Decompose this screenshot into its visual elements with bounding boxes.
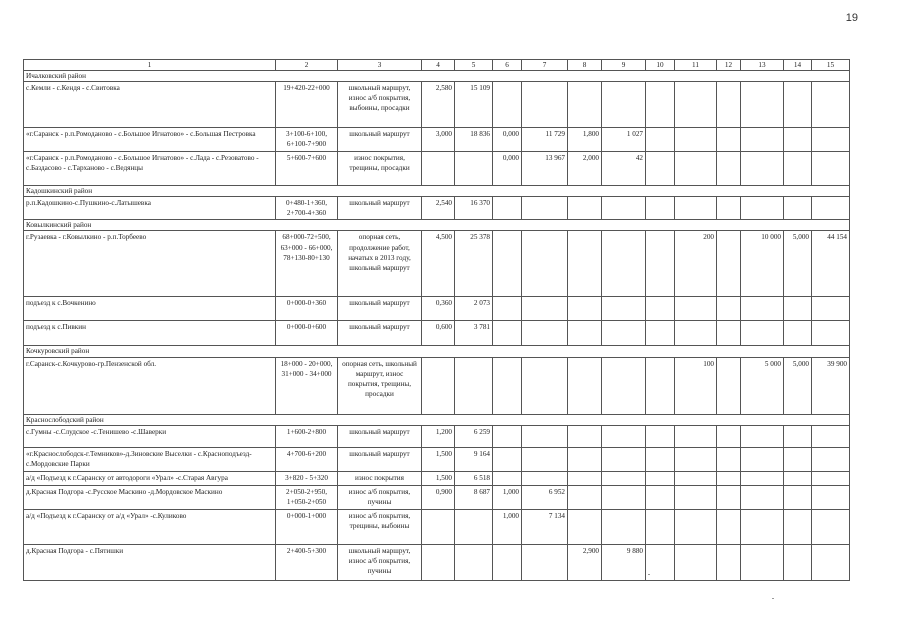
- reason-cell: износ а/б покрытия, трещины, выбоины: [338, 509, 422, 544]
- value-cell: [675, 471, 717, 485]
- value-cell: [675, 544, 717, 580]
- road-name-cell: д.Красная Подгора -с.Русское Маскино -д.Мордовское Маскино: [24, 485, 276, 509]
- value-cell: [812, 297, 850, 321]
- value-cell: [675, 447, 717, 471]
- road-name-cell: с.Кемли - с.Кендя - с.Свитовка: [24, 82, 276, 128]
- reason-cell: опорная сеть, школьный маршрут, износ покрытия, трещины, просадки: [338, 357, 422, 414]
- value-cell: [602, 471, 646, 485]
- value-cell: [602, 485, 646, 509]
- value-cell: [741, 485, 784, 509]
- region-row: [24, 414, 850, 425]
- value-cell: 1,800: [568, 128, 602, 152]
- value-cell: [522, 231, 568, 297]
- value-cell: 44 154: [812, 231, 850, 297]
- value-cell: [741, 425, 784, 447]
- reason-cell: школьный маршрут, износ а/б покрытия, выбоины, просадки: [338, 82, 422, 128]
- value-cell: [741, 297, 784, 321]
- value-cell: 7 134: [522, 509, 568, 544]
- value-cell: [646, 152, 675, 186]
- value-cell: [568, 509, 602, 544]
- value-cell: [568, 471, 602, 485]
- value-cell: [675, 425, 717, 447]
- table-row: [24, 231, 850, 297]
- value-cell: 0,900: [422, 485, 455, 509]
- value-cell: 0,000: [493, 152, 522, 186]
- value-cell: [522, 197, 568, 220]
- value-cell: [493, 321, 522, 346]
- column-number: 4: [422, 60, 455, 71]
- value-cell: [602, 231, 646, 297]
- value-cell: [784, 509, 812, 544]
- value-cell: [568, 447, 602, 471]
- scan-speck: [648, 574, 650, 575]
- value-cell: [522, 321, 568, 346]
- chainage-cell: 3+820 - 5+320: [276, 471, 338, 485]
- value-cell: 1,500: [422, 471, 455, 485]
- value-cell: [493, 357, 522, 414]
- road-name-cell: «г.Саранск - р.п.Ромоданово - с.Большое Игнатово» - с.Большая Пестровка: [24, 128, 276, 152]
- value-cell: [602, 425, 646, 447]
- value-cell: [522, 357, 568, 414]
- table-row: [24, 544, 850, 580]
- value-cell: 11 729: [522, 128, 568, 152]
- value-cell: 0,600: [422, 321, 455, 346]
- column-number: 7: [522, 60, 568, 71]
- value-cell: [568, 425, 602, 447]
- value-cell: [646, 82, 675, 128]
- value-cell: [717, 471, 741, 485]
- reason-cell: школьный маршрут: [338, 321, 422, 346]
- value-cell: [493, 197, 522, 220]
- value-cell: [522, 297, 568, 321]
- value-cell: [493, 425, 522, 447]
- value-cell: [646, 231, 675, 297]
- region-row: [24, 220, 850, 231]
- scan-speck: [772, 598, 774, 599]
- value-cell: 16 370: [455, 197, 493, 220]
- value-cell: [455, 544, 493, 580]
- column-number: 14: [784, 60, 812, 71]
- value-cell: [784, 544, 812, 580]
- chainage-cell: 68+000-72+500, 63+000 - 66+000, 78+130-80+130: [276, 231, 338, 297]
- column-number: 10: [646, 60, 675, 71]
- value-cell: [784, 82, 812, 128]
- value-cell: [741, 128, 784, 152]
- value-cell: [602, 82, 646, 128]
- value-cell: [812, 197, 850, 220]
- value-cell: [717, 357, 741, 414]
- region-name: Кадошкинский район: [24, 186, 850, 197]
- value-cell: [522, 425, 568, 447]
- chainage-cell: 1+600-2+800: [276, 425, 338, 447]
- value-cell: [493, 447, 522, 471]
- value-cell: [646, 471, 675, 485]
- table-row: [24, 152, 850, 186]
- chainage-cell: 2+400-5+300: [276, 544, 338, 580]
- value-cell: [602, 321, 646, 346]
- value-cell: [812, 471, 850, 485]
- value-cell: [741, 152, 784, 186]
- region-row: [24, 186, 850, 197]
- road-repair-table: [23, 59, 850, 581]
- region-name: Краснослободский район: [24, 414, 850, 425]
- value-cell: [675, 128, 717, 152]
- value-cell: [784, 321, 812, 346]
- value-cell: [455, 509, 493, 544]
- value-cell: 8 687: [455, 485, 493, 509]
- region-row: [24, 71, 850, 82]
- value-cell: [675, 509, 717, 544]
- reason-cell: школьный маршрут: [338, 447, 422, 471]
- value-cell: [717, 544, 741, 580]
- road-name-cell: р.п.Кадошкино-с.Пушкино-с.Латышевка: [24, 197, 276, 220]
- value-cell: [493, 544, 522, 580]
- value-cell: [784, 471, 812, 485]
- chainage-cell: 19+420-22+000: [276, 82, 338, 128]
- value-cell: [493, 82, 522, 128]
- chainage-cell: 5+600-7+600: [276, 152, 338, 186]
- table-row: [24, 357, 850, 414]
- road-name-cell: подъезд к с.Вочкенино: [24, 297, 276, 321]
- region-name: Кочкуровский район: [24, 346, 850, 357]
- value-cell: 1,000: [493, 509, 522, 544]
- value-cell: [602, 197, 646, 220]
- reason-cell: опорная сеть, продолжение работ, начатых в 2013 году, школьный маршрут: [338, 231, 422, 297]
- value-cell: 25 378: [455, 231, 493, 297]
- value-cell: 1,500: [422, 447, 455, 471]
- value-cell: [646, 485, 675, 509]
- value-cell: [493, 297, 522, 321]
- chainage-cell: 0+000-1+000: [276, 509, 338, 544]
- value-cell: [812, 152, 850, 186]
- reason-cell: школьный маршрут: [338, 128, 422, 152]
- page-number: 19: [845, 12, 858, 24]
- value-cell: 9 164: [455, 447, 493, 471]
- value-cell: 0,360: [422, 297, 455, 321]
- value-cell: [741, 447, 784, 471]
- value-cell: [717, 321, 741, 346]
- value-cell: 5,000: [784, 231, 812, 297]
- value-cell: [568, 321, 602, 346]
- value-cell: [784, 197, 812, 220]
- value-cell: 2,540: [422, 197, 455, 220]
- chainage-cell: 0+480-1+360, 2+700-4+360: [276, 197, 338, 220]
- value-cell: 2 073: [455, 297, 493, 321]
- column-number: 11: [675, 60, 717, 71]
- value-cell: [784, 128, 812, 152]
- value-cell: 5 000: [741, 357, 784, 414]
- road-name-cell: «г.Саранск - р.п.Ромоданово - с.Большое Игнатово» - с.Лада - с.Резоватово - с.Баздасово - с.Тарханово - с.Ведянцы: [24, 152, 276, 186]
- value-cell: [522, 447, 568, 471]
- value-cell: 42: [602, 152, 646, 186]
- value-cell: [568, 297, 602, 321]
- value-cell: [522, 82, 568, 128]
- value-cell: [741, 509, 784, 544]
- value-cell: [646, 197, 675, 220]
- value-cell: 1,000: [493, 485, 522, 509]
- value-cell: [675, 152, 717, 186]
- value-cell: [784, 152, 812, 186]
- road-name-cell: а/д «Подъезд к г.Саранску от а/д «Урал» -с.Куликово: [24, 509, 276, 544]
- column-number: 5: [455, 60, 493, 71]
- table-row: [24, 197, 850, 220]
- value-cell: [717, 447, 741, 471]
- value-cell: [568, 485, 602, 509]
- value-cell: [493, 231, 522, 297]
- value-cell: 4,500: [422, 231, 455, 297]
- value-cell: [784, 485, 812, 509]
- value-cell: 5,000: [784, 357, 812, 414]
- value-cell: 200: [675, 231, 717, 297]
- table-row: [24, 471, 850, 485]
- value-cell: [784, 425, 812, 447]
- reason-cell: износ а/б покрытия, пучины: [338, 485, 422, 509]
- value-cell: [422, 152, 455, 186]
- value-cell: [602, 447, 646, 471]
- value-cell: [784, 297, 812, 321]
- table-row: [24, 509, 850, 544]
- value-cell: [812, 447, 850, 471]
- value-cell: [717, 152, 741, 186]
- value-cell: [422, 509, 455, 544]
- value-cell: 3,000: [422, 128, 455, 152]
- road-name-cell: г.Саранск-с.Кочкурово-гр.Пензенской обл.: [24, 357, 276, 414]
- value-cell: 9 880: [602, 544, 646, 580]
- value-cell: [741, 321, 784, 346]
- table-row: [24, 321, 850, 346]
- road-name-cell: «г.Краснослободск-г.Темников»-д.Зиновские Выселки - с.Красноподъезд-с.Мордовские Парки: [24, 447, 276, 471]
- value-cell: [717, 485, 741, 509]
- column-number: 12: [717, 60, 741, 71]
- value-cell: [646, 297, 675, 321]
- table-row: [24, 82, 850, 128]
- value-cell: [717, 82, 741, 128]
- value-cell: [646, 509, 675, 544]
- table-row: [24, 128, 850, 152]
- value-cell: [812, 128, 850, 152]
- value-cell: [741, 544, 784, 580]
- value-cell: [741, 82, 784, 128]
- value-cell: [812, 425, 850, 447]
- value-cell: [675, 82, 717, 128]
- value-cell: [568, 82, 602, 128]
- value-cell: [422, 357, 455, 414]
- value-cell: [422, 544, 455, 580]
- value-cell: [784, 447, 812, 471]
- reason-cell: износ покрытия: [338, 471, 422, 485]
- value-cell: [717, 425, 741, 447]
- road-name-cell: г.Рузаевка - г.Ковылкино - р.п.Торбеево: [24, 231, 276, 297]
- value-cell: [741, 471, 784, 485]
- value-cell: [522, 471, 568, 485]
- column-number: 3: [338, 60, 422, 71]
- reason-cell: школьный маршрут: [338, 425, 422, 447]
- chainage-cell: 0+000-0+360: [276, 297, 338, 321]
- value-cell: [646, 128, 675, 152]
- value-cell: 13 967: [522, 152, 568, 186]
- value-cell: 100: [675, 357, 717, 414]
- column-number: 1: [24, 60, 276, 71]
- value-cell: 10 000: [741, 231, 784, 297]
- column-number: 15: [812, 60, 850, 71]
- value-cell: [675, 321, 717, 346]
- value-cell: 1,200: [422, 425, 455, 447]
- value-cell: 0,000: [493, 128, 522, 152]
- value-cell: [812, 485, 850, 509]
- value-cell: [675, 485, 717, 509]
- value-cell: [602, 297, 646, 321]
- header-row: [24, 60, 850, 71]
- value-cell: [717, 509, 741, 544]
- value-cell: [455, 357, 493, 414]
- value-cell: [741, 197, 784, 220]
- table-row: [24, 297, 850, 321]
- table-row: [24, 425, 850, 447]
- chainage-cell: 0+000-0+600: [276, 321, 338, 346]
- value-cell: [493, 471, 522, 485]
- reason-cell: износ покрытия, трещины, просадки: [338, 152, 422, 186]
- value-cell: 6 952: [522, 485, 568, 509]
- region-row: [24, 346, 850, 357]
- region-name: Ковылкинский район: [24, 220, 850, 231]
- column-number: 9: [602, 60, 646, 71]
- chainage-cell: 2+050-2+950, 1+050-2+050: [276, 485, 338, 509]
- value-cell: [646, 425, 675, 447]
- value-cell: 3 781: [455, 321, 493, 346]
- column-number: 6: [493, 60, 522, 71]
- value-cell: 1 027: [602, 128, 646, 152]
- chainage-cell: 4+700-6+200: [276, 447, 338, 471]
- road-name-cell: а/д «Подъезд к г.Саранску от автодороги «Урал» -с.Старая Авгура: [24, 471, 276, 485]
- column-number: 2: [276, 60, 338, 71]
- value-cell: [675, 297, 717, 321]
- value-cell: [646, 321, 675, 346]
- value-cell: [812, 544, 850, 580]
- value-cell: 2,580: [422, 82, 455, 128]
- value-cell: [522, 544, 568, 580]
- chainage-cell: 3+100-6+100, 6+100-7+900: [276, 128, 338, 152]
- value-cell: [717, 128, 741, 152]
- value-cell: [812, 321, 850, 346]
- value-cell: 6 518: [455, 471, 493, 485]
- chainage-cell: 18+000 - 20+000, 31+000 - 34+000: [276, 357, 338, 414]
- value-cell: 6 259: [455, 425, 493, 447]
- value-cell: [568, 231, 602, 297]
- value-cell: 2,000: [568, 152, 602, 186]
- region-name: Ичалковский район: [24, 71, 850, 82]
- value-cell: 15 109: [455, 82, 493, 128]
- column-number: 13: [741, 60, 784, 71]
- road-name-cell: подъезд к с.Пивкин: [24, 321, 276, 346]
- road-name-cell: д.Красная Подгора - с.Пятишки: [24, 544, 276, 580]
- value-cell: [717, 197, 741, 220]
- value-cell: [602, 357, 646, 414]
- value-cell: [602, 509, 646, 544]
- value-cell: [812, 509, 850, 544]
- value-cell: [675, 197, 717, 220]
- value-cell: 39 900: [812, 357, 850, 414]
- value-cell: 18 836: [455, 128, 493, 152]
- reason-cell: школьный маршрут: [338, 297, 422, 321]
- reason-cell: школьный маршрут: [338, 197, 422, 220]
- value-cell: [455, 152, 493, 186]
- value-cell: [646, 447, 675, 471]
- column-number: 8: [568, 60, 602, 71]
- value-cell: [568, 357, 602, 414]
- value-cell: 2,900: [568, 544, 602, 580]
- table-row: [24, 447, 850, 471]
- value-cell: [812, 82, 850, 128]
- reason-cell: школьный маршрут, износ а/б покрытия, пучины: [338, 544, 422, 580]
- value-cell: [646, 357, 675, 414]
- road-name-cell: с.Гумны -с.Слудское -с.Тенишево -с.Шаверки: [24, 425, 276, 447]
- table-row: [24, 485, 850, 509]
- value-cell: [568, 197, 602, 220]
- value-cell: [717, 231, 741, 297]
- value-cell: [717, 297, 741, 321]
